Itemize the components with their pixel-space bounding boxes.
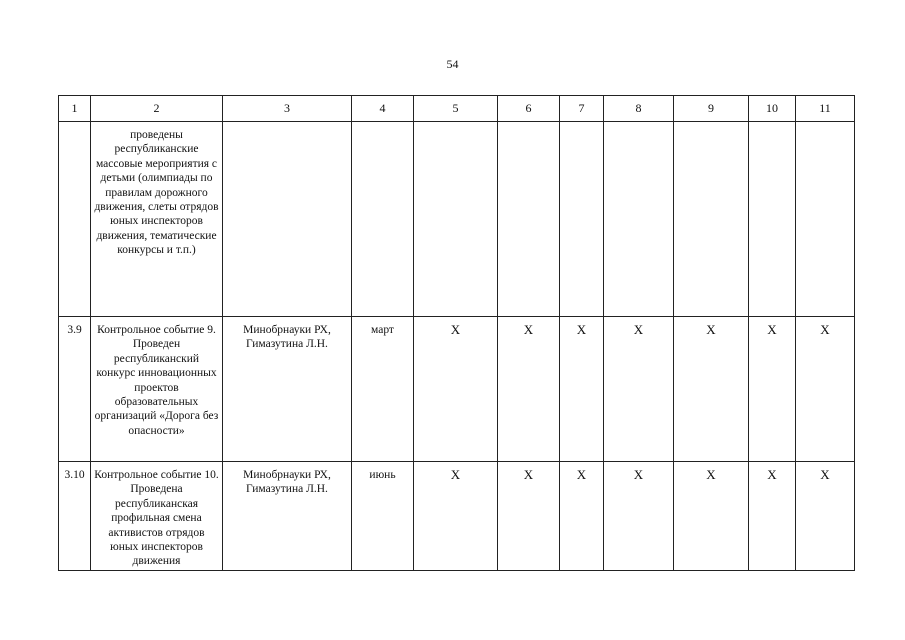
deadline-cell: март — [352, 317, 414, 462]
event-description: проведены республиканские массовые мероприятия с детьми (олимпиады по правилам дорожного движения, слеты отрядов юных инспекторов движения, тематические конкурсы и т.п.) — [91, 122, 223, 317]
mark-cell: Х — [674, 317, 749, 462]
mark-cell: Х — [604, 317, 674, 462]
column-header: 5 — [414, 96, 498, 122]
mark-cell: Х — [604, 462, 674, 571]
column-header: 7 — [560, 96, 604, 122]
deadline-cell: июнь — [352, 462, 414, 571]
mark-cell: Х — [749, 462, 796, 571]
mark-cell — [498, 122, 560, 317]
event-description: Контрольное событие 10. Проведена республиканская профильная смена активистов отрядов юных инспекторов движения — [91, 462, 223, 571]
row-number: 3.10 — [59, 462, 91, 571]
row-number: 3.9 — [59, 317, 91, 462]
mark-cell: Х — [414, 317, 498, 462]
column-header: 10 — [749, 96, 796, 122]
responsible-cell: Минобрнауки РХ, Гимазутина Л.Н. — [223, 462, 352, 571]
mark-cell: Х — [498, 317, 560, 462]
mark-cell — [604, 122, 674, 317]
column-header: 2 — [91, 96, 223, 122]
column-header: 1 — [59, 96, 91, 122]
page-number: 54 — [446, 57, 459, 71]
mark-cell: Х — [749, 317, 796, 462]
column-header: 6 — [498, 96, 560, 122]
header-row — [59, 96, 855, 122]
plan-table — [58, 95, 855, 571]
column-header: 4 — [352, 96, 414, 122]
mark-cell: Х — [414, 462, 498, 571]
table-row — [59, 462, 855, 571]
mark-cell — [560, 122, 604, 317]
mark-cell — [796, 122, 855, 317]
mark-cell: Х — [796, 462, 855, 571]
mark-cell — [674, 122, 749, 317]
mark-cell: Х — [796, 317, 855, 462]
column-header: 8 — [604, 96, 674, 122]
column-header: 3 — [223, 96, 352, 122]
deadline-cell — [352, 122, 414, 317]
mark-cell: Х — [560, 462, 604, 571]
mark-cell — [749, 122, 796, 317]
column-header: 9 — [674, 96, 749, 122]
mark-cell: Х — [674, 462, 749, 571]
mark-cell — [414, 122, 498, 317]
responsible-cell — [223, 122, 352, 317]
table-row — [59, 317, 855, 462]
event-description: Контрольное событие 9. Проведен республиканский конкурс инновационных проектов образовательных организаций «Дорога без опасности» — [91, 317, 223, 462]
row-number — [59, 122, 91, 317]
responsible-cell: Минобрнауки РХ, Гимазутина Л.Н. — [223, 317, 352, 462]
mark-cell: Х — [560, 317, 604, 462]
mark-cell: Х — [498, 462, 560, 571]
table-row — [59, 122, 855, 317]
column-header: 11 — [796, 96, 855, 122]
